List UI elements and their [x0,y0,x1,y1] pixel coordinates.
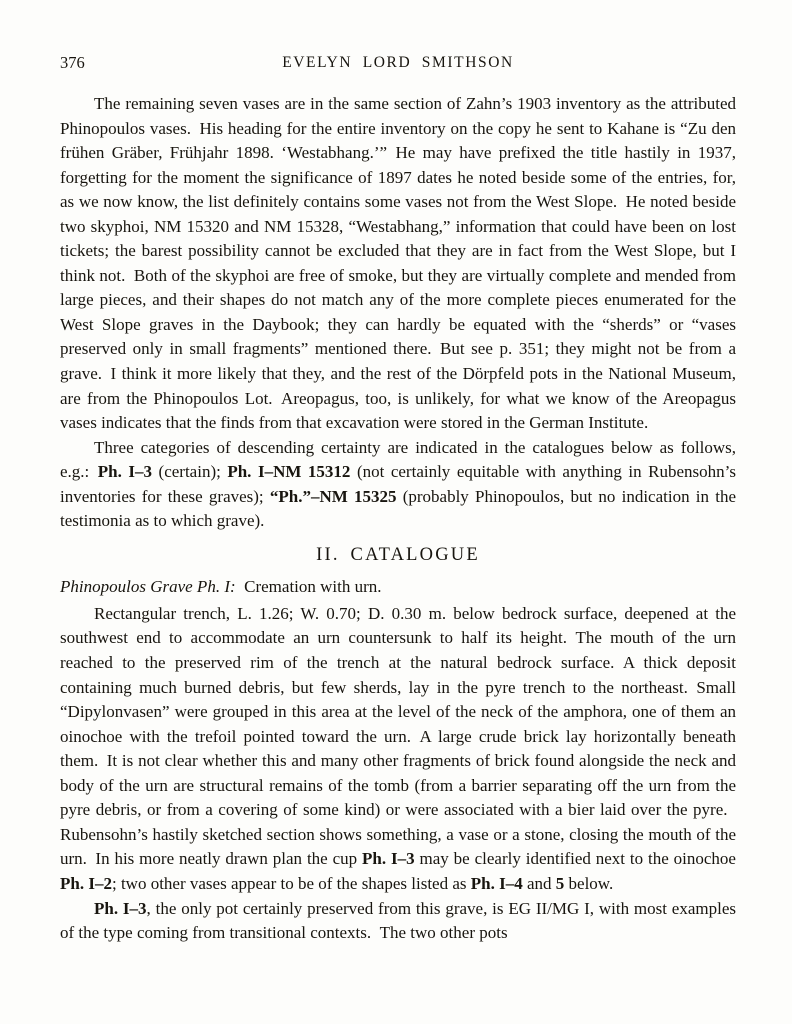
catalogue-ref: “Ph.”–NM 15325 [269,486,397,506]
paragraph [60,602,736,897]
running-head: EVELYN LORD SMITHSON [282,54,514,71]
text-run: The remaining seven vases are in the same section of Zahn’s 1903 inventory as the attributed Phinopoulos vases. His heading for the entire inventory on the copy he sent to Kahane is “Zu den frühen Gräber, Frühjahr 1898. ‘Westabhang.’” He may have prefixed the title hastily in 1937, forgetting for the moment the significance of 1897 dates he noted beside some of the entries, for, as we now know, the list definitely contains some vases not from the West Slope. He noted beside two skyphoi, NM 15320 and NM 15328, “Westabhang,” information that could have been on lost tickets; the barest possibility cannot be excluded that they are in fact from the West Slope, but I think not. Both of the skyphoi are free of smoke, but they are virtually complete and mended from large pieces, and their shapes do not match any of the more complete pieces enumerated for the West Slope graves in the Daybook; they can hardly be equated with the “sherds” or “vases preserved only in small fragments” mentioned there. But see p. 351; they might not be from a grave. I think it more likely that they, and the rest of the Dörpfeld pots in the National Museum, are from the Phinopoulos Lot. Areopagus, too, is unlikely, for what we know of the Areopagus vases indicates that the finds from that excavation were stored in the German Institute. [60,94,736,433]
catalogue-ref: Ph. I–3 [94,898,147,918]
paragraph [60,897,736,946]
text-run: , the only pot certainly preserved from this grave, is EG II/MG I, with most examples of the type coming from transitional contexts. The two other pots [60,898,736,943]
text-run: and [522,873,556,893]
catalogue-ref: Ph. I–NM 15312 [227,462,351,482]
text-run: Cremation with urn. [235,577,382,597]
text-run: ; two other vases appear to be of the shapes listed as [111,873,471,893]
text-run: (probably Phinopoulos, but no indication in the testimonia as to which grave). [60,486,736,531]
page-header [60,53,736,74]
page-number: 376 [60,53,85,72]
paragraph [60,92,736,436]
section-heading: II. CATALOGUE [316,544,480,565]
catalogue-ref: 5 [555,873,565,893]
catalogue-ref: Ph. I–3 [362,849,415,869]
text-run: below. [564,873,614,893]
text-column [60,92,736,946]
text-run: Rectangular trench, L. 1.26; W. 0.70; D. 0.30 m. below bedrock surface, deepened at the southwest end to accommodate an urn countersunk to half its height. The mouth of the urn reached to the preserved rim of the trench at the natural bedrock surface. A thick deposit containing much burned debris, but few sherds, lay in the pyre trench to the northeast. Small “Dipylonvasen” were grouped in this area at the level of the neck of the amphora, one of them an oinochoe with the trefoil pointed toward the urn. A large crude brick lay horizontally beneath them. It is not clear whether this and many other fragments of brick found alongside the neck and body of the urn are structural remains of the tomb (from a barrier separating off the urn from the pyre debris, or from a covering of some kind) or were associated with a bier laid over the pyre. Rubensohn’s hastily sketched section shows something, a vase or a stone, closing the mouth of the urn. In his more neatly drawn plan the cup [60,603,736,869]
paragraph [60,436,736,534]
catalogue-ref: Ph. I–4 [470,873,523,893]
text-run: (not certainly equitable with anything in Rubensohn’s inventories for these graves); [60,462,736,506]
catalogue-ref: Ph. I–2 [60,873,112,893]
text-run: (certain); [152,462,228,482]
text-run: Three categories of descending certainty are indicated in the catalogues below as follows, e.g.: [60,437,736,482]
text-run: may be clearly identified next to the oinochoe [414,849,736,869]
catalogue-entry-heading [60,575,736,600]
catalogue-ref: Ph. I–3 [97,462,153,482]
italic-text: Phinopoulos Grave Ph. I: [60,577,236,597]
